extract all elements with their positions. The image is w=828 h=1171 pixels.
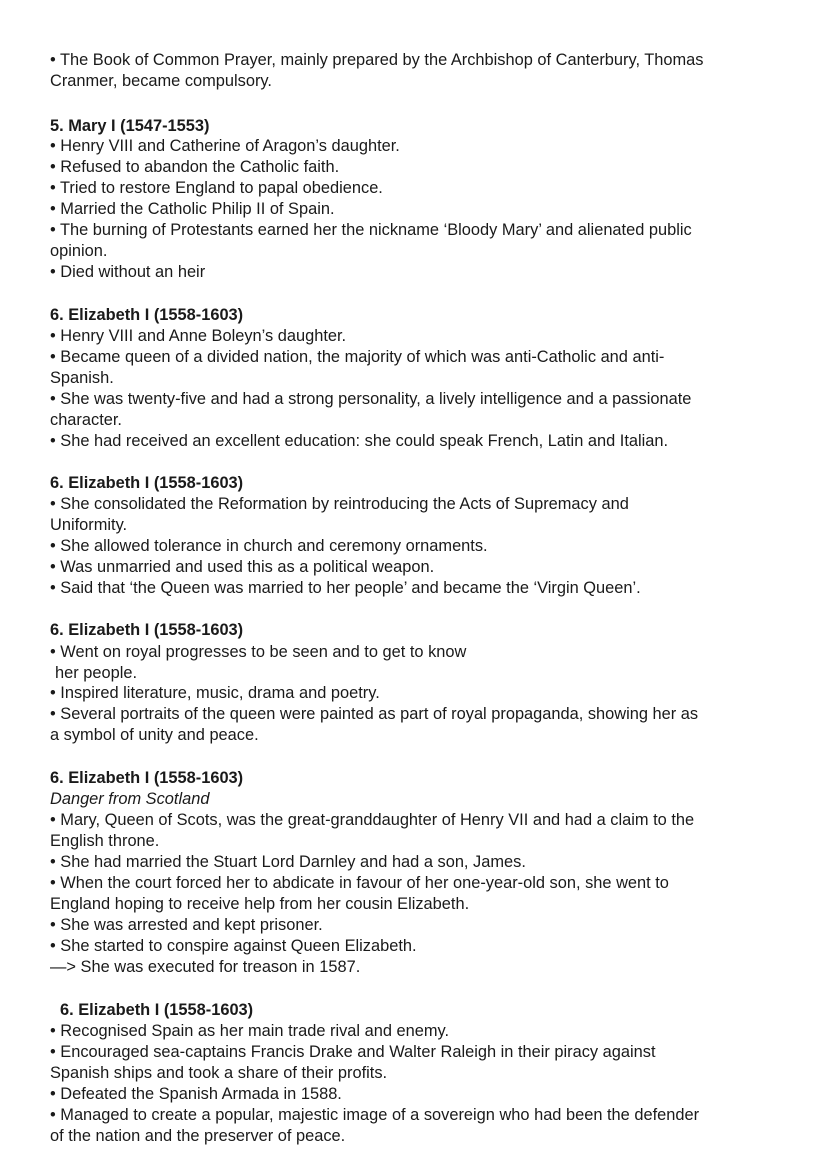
bullet-line: • She allowed tolerance in church and ceremony ornaments.: [50, 537, 488, 555]
bullet-line: England hoping to receive help from her cousin Elizabeth.: [50, 895, 470, 913]
intro-line: Cranmer, became compulsory.: [50, 72, 272, 90]
bullet-line: • Refused to abandon the Catholic faith.: [50, 158, 340, 176]
bullet-line: • Henry VIII and Catherine of Aragon’s daughter.: [50, 137, 400, 155]
bullet-line: • Tried to restore England to papal obedience.: [50, 179, 383, 197]
bullet-line: • Henry VIII and Anne Boleyn’s daughter.: [50, 327, 347, 345]
bullet-line: opinion.: [50, 242, 108, 260]
bullet-line: • Inspired literature, music, drama and poetry.: [50, 684, 380, 702]
section-heading: 5. Mary I (1547-1553): [50, 117, 210, 135]
section-heading: 6. Elizabeth I (1558-1603): [50, 474, 244, 492]
section-heading: 6. Elizabeth I (1558-1603): [50, 621, 244, 639]
section-heading: 6. Elizabeth I (1558-1603): [50, 306, 244, 324]
bullet-line: • The burning of Protestants earned her the nickname ‘Bloody Mary’ and alienated public: [50, 221, 692, 239]
section-subheading: Danger from Scotland: [50, 790, 210, 808]
bullet-line: character.: [50, 411, 122, 429]
bullet-line: Spanish ships and took a share of their profits.: [50, 1064, 388, 1082]
bullet-line: • She started to conspire against Queen Elizabeth.: [50, 937, 417, 955]
bullet-line: • She had married the Stuart Lord Darnley and had a son, James.: [50, 853, 526, 871]
bullet-line: • She had received an excellent education: she could speak French, Latin and Italian.: [50, 432, 669, 450]
section-heading: 6. Elizabeth I (1558-1603): [50, 769, 244, 787]
bullet-line: Uniformity.: [50, 516, 128, 534]
bullet-line: • Defeated the Spanish Armada in 1588.: [50, 1085, 342, 1103]
bullet-line: • Became queen of a divided nation, the majority of which was anti-Catholic and anti-: [50, 348, 665, 366]
bullet-line: • Married the Catholic Philip II of Spain.: [50, 200, 335, 218]
bullet-line: of the nation and the preserver of peace.: [50, 1127, 346, 1145]
bullet-line: • Recognised Spain as her main trade rival and enemy.: [50, 1022, 450, 1040]
bullet-line: English throne.: [50, 832, 160, 850]
bullet-line: • Mary, Queen of Scots, was the great-granddaughter of Henry VII and had a claim to the: [50, 811, 695, 829]
bullet-line: • Encouraged sea-captains Francis Drake and Walter Raleigh in their piracy against: [50, 1043, 656, 1061]
bullet-line: • She consolidated the Reformation by reintroducing the Acts of Supremacy and: [50, 495, 629, 513]
bullet-line: a symbol of unity and peace.: [50, 726, 259, 744]
bullet-line: • Went on royal progresses to be seen and to get to know: [50, 643, 467, 661]
bullet-line: • She was arrested and kept prisoner.: [50, 916, 323, 934]
bullet-line: • When the court forced her to abdicate in favour of her one-year-old son, she went to: [50, 874, 669, 892]
bullet-line: • She was twenty-five and had a strong personality, a lively intelligence and a passionate: [50, 390, 692, 408]
bullet-line: her people.: [55, 664, 138, 682]
bullet-line: • Said that ‘the Queen was married to her people’ and became the ‘Virgin Queen’.: [50, 579, 641, 597]
bullet-line: • Was unmarried and used this as a political weapon.: [50, 558, 435, 576]
bullet-line: —> She was executed for treason in 1587.: [50, 958, 361, 976]
bullet-line: Spanish.: [50, 369, 114, 387]
bullet-line: • Died without an heir: [50, 263, 206, 281]
intro-line: • The Book of Common Prayer, mainly prepared by the Archbishop of Canterbury, Thomas: [50, 51, 704, 69]
bullet-line: • Several portraits of the queen were painted as part of royal propaganda, showing her as: [50, 705, 699, 723]
section-heading: 6. Elizabeth I (1558-1603): [60, 1001, 254, 1019]
bullet-line: • Managed to create a popular, majestic image of a sovereign who had been the defender: [50, 1106, 700, 1124]
